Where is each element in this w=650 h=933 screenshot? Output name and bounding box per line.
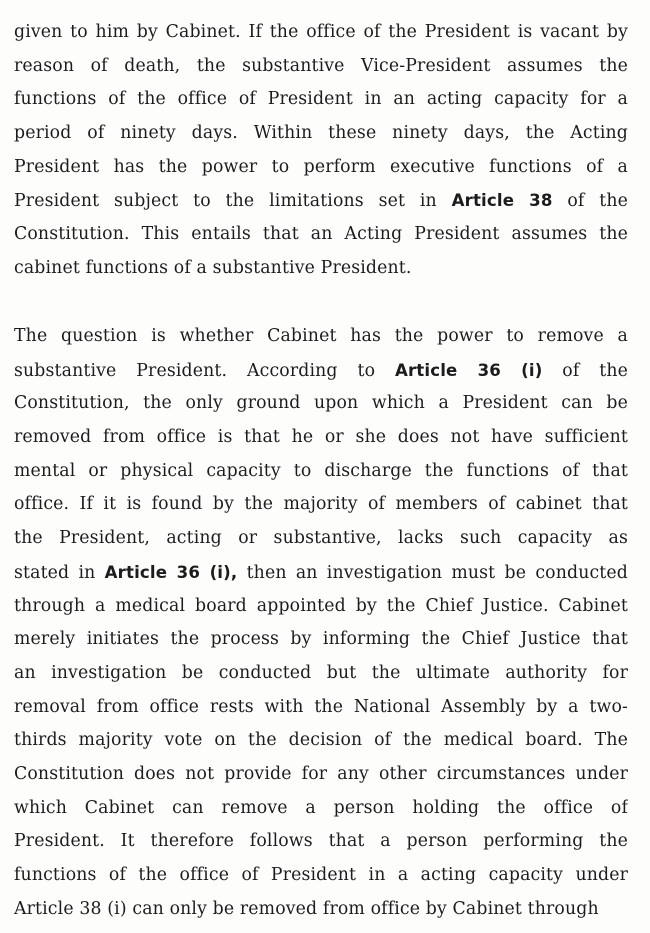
text-segment: office. If it is found by the majority of members of cabinet that	[14, 494, 628, 515]
text-line	[14, 590, 628, 624]
text-line	[14, 320, 628, 354]
text-line	[14, 421, 628, 455]
text-line	[14, 83, 628, 117]
text-segment: through a medical board appointed by the Chief Justice. Cabinet	[14, 595, 628, 616]
text-segment: of the	[542, 360, 628, 381]
text-segment: merely initiates the process by informing the Chief Justice that	[14, 629, 628, 650]
article-reference: Article 36 (i),	[104, 562, 238, 582]
text-segment: President. It therefore follows that a person performing the	[14, 831, 628, 852]
text-line	[14, 623, 628, 657]
text-segment: then an investigation must be conducted	[237, 562, 628, 583]
text-line	[14, 792, 628, 826]
text-line	[14, 455, 628, 489]
text-line	[14, 724, 628, 758]
text-segment: functions of the office of President in a acting capacity under	[14, 865, 628, 885]
text-segment: President subject to the limitations set in	[14, 191, 452, 212]
text-line	[14, 859, 628, 893]
text-line	[14, 488, 628, 522]
text-line	[14, 825, 628, 859]
text-segment: mental or physical capacity to discharge the functions of that	[14, 460, 628, 481]
text-line	[14, 556, 628, 590]
text-line	[14, 151, 628, 185]
article-reference: Article 38	[451, 191, 553, 211]
article-reference: Article 36 (i)	[394, 360, 543, 380]
text-segment: period of ninety days. Within these ninety days, the Acting	[14, 123, 628, 144]
paragraph-acting-president	[14, 16, 628, 286]
text-segment: Constitution does not provide for any other circumstances under	[14, 763, 628, 784]
text-segment: functions of the office of President in an acting capacity for a	[14, 89, 628, 110]
text-segment: Article 38 (i) can only be removed from office by Cabinet through	[14, 898, 599, 919]
text-line	[14, 218, 628, 252]
text-line	[14, 522, 628, 556]
text-line	[14, 50, 628, 84]
text-line	[14, 184, 628, 218]
text-line	[14, 691, 628, 725]
text-line	[14, 252, 628, 286]
text-segment: The question is whether Cabinet has the power to remove a	[14, 326, 628, 346]
text-line	[14, 16, 628, 50]
text-segment: of the	[552, 191, 628, 212]
text-segment: cabinet functions of a substantive President.	[14, 257, 412, 278]
text-segment: an investigation be conducted but the ultimate authority for	[14, 662, 628, 683]
text-segment: President has the power to perform executive functions of a	[14, 156, 628, 177]
text-line	[14, 117, 628, 151]
text-segment: removed from office is that he or she does not have sufficient	[14, 427, 628, 448]
text-segment: stated in	[14, 562, 105, 583]
text-line	[14, 657, 628, 691]
text-segment: the President, acting or substantive, lacks such capacity as	[14, 528, 628, 549]
text-segment: given to him by Cabinet. If the office of the President is vacant by	[14, 22, 628, 42]
text-line	[14, 893, 628, 927]
text-line	[14, 354, 628, 388]
text-segment: Constitution. This entails that an Acting President assumes the	[14, 224, 628, 245]
text-segment: thirds majority vote on the decision of the medical board. The	[14, 730, 628, 751]
text-line	[14, 758, 628, 792]
text-segment: Constitution, the only ground upon which a President can be	[14, 393, 628, 414]
text-segment: substantive President. According to	[14, 360, 395, 381]
paragraph-removal-of-president	[14, 320, 628, 926]
text-line	[14, 387, 628, 421]
text-segment: removal from office rests with the National Assembly by a two-	[14, 696, 628, 717]
text-segment: which Cabinet can remove a person holding the office of	[14, 797, 628, 818]
text-segment: reason of death, the substantive Vice-President assumes the	[14, 55, 628, 76]
